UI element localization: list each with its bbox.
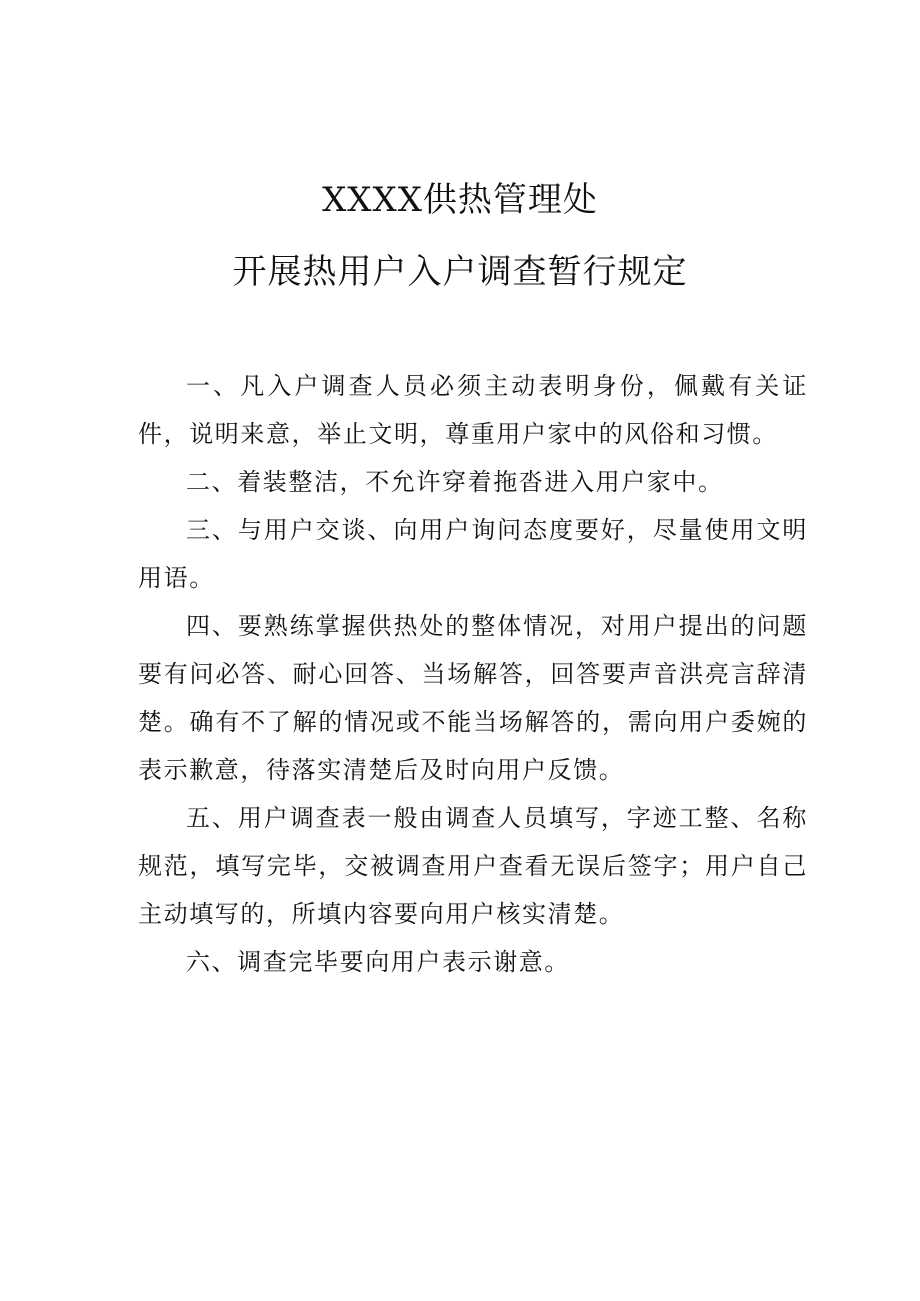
paragraph-5: 五、用户调查表一般由调查人员填写，字迹工整、名称规范，填写完毕，交被调查用户查看无误后签字；用户自己主动填写的，所填内容要向用户核实清楚。 bbox=[138, 804, 808, 928]
paragraph-1: 一、凡入户调查人员必须主动表明身份，佩戴有关证件，说明来意，举止文明，尊重用户家中的风俗和习惯。 bbox=[138, 372, 808, 448]
document-title-line2: 开展热用户入户调查暂行规定 bbox=[232, 252, 688, 292]
document-body bbox=[138, 362, 808, 986]
paragraph-2: 二、着装整洁，不允许穿着拖沓进入用户家中。 bbox=[186, 468, 724, 496]
paragraph-4: 四、要熟练掌握供热处的整体情况，对用户提出的问题要有问必答、耐心回答、当场解答，回答要声音洪亮言辞清楚。确有不了解的情况或不能当场解答的，需向用户委婉的表示歉意，待落实清楚后及时向用户反馈。 bbox=[138, 612, 808, 784]
paragraph-6: 六、调查完毕要向用户表示谢意。 bbox=[186, 948, 570, 976]
paragraph-3: 三、与用户交谈、向用户询问态度要好，尽量使用文明用语。 bbox=[138, 516, 808, 592]
document-title-line1: XXXX供热管理处 bbox=[322, 180, 598, 220]
